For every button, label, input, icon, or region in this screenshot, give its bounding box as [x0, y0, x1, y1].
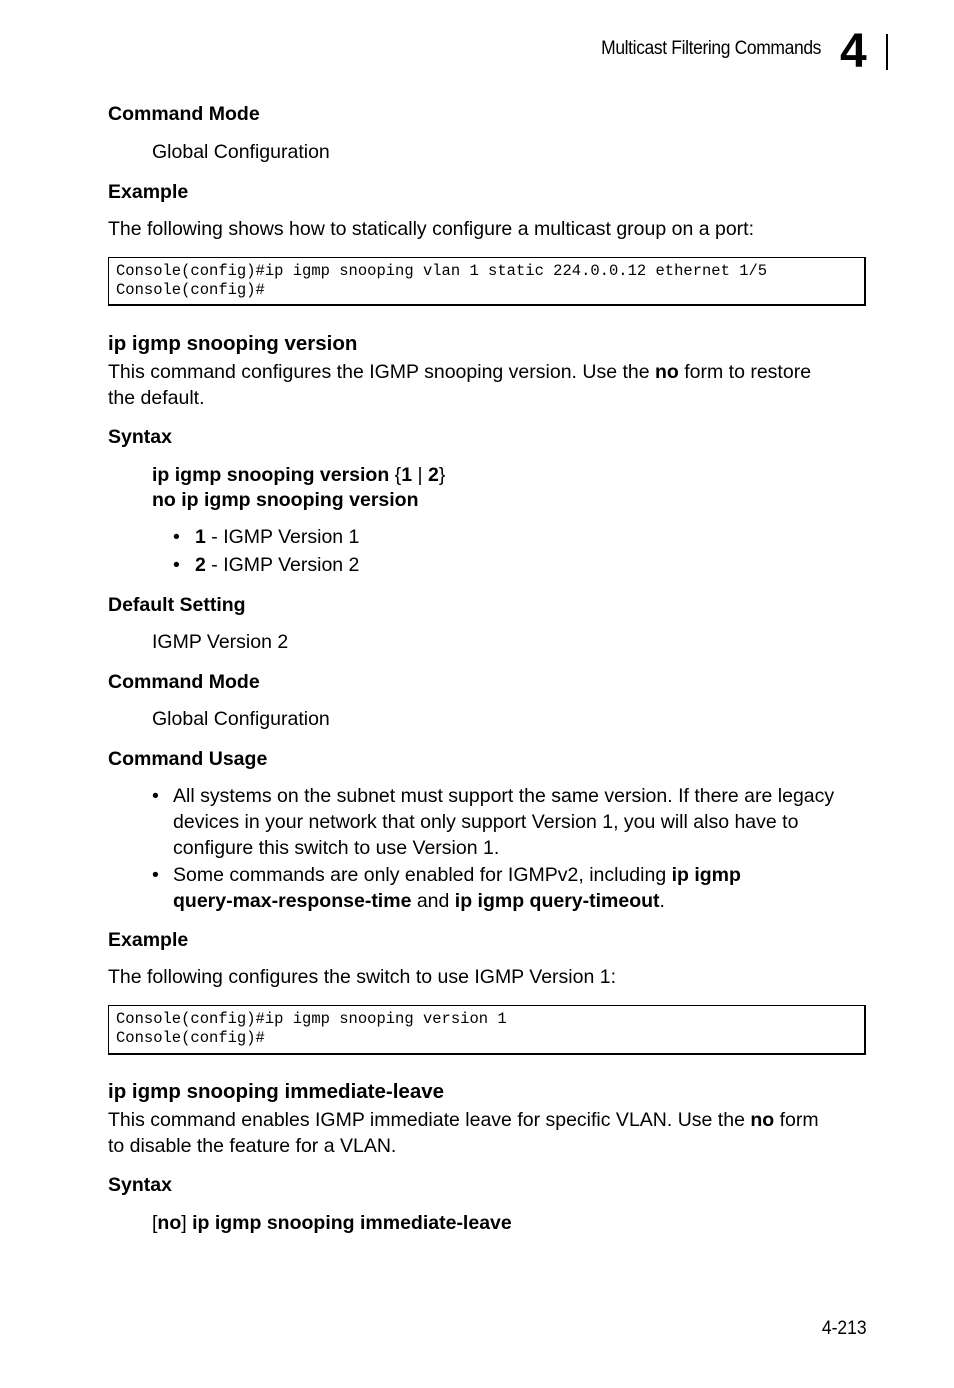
chapter-tab-divider: [886, 34, 888, 70]
usage-item-2: [152, 862, 893, 914]
usage-command: ip igmp query-timeout: [454, 890, 660, 912]
param-text: - IGMP Version 1: [205, 526, 360, 548]
usage-text: Some commands are only enabled for IGMPv2, including: [173, 864, 672, 886]
syntax-heading: Syntax: [108, 426, 172, 448]
usage-line: [173, 888, 893, 914]
syntax-line: [152, 1210, 512, 1236]
command-usage-heading: Command Usage: [108, 748, 268, 770]
syntax-brace: }: [438, 464, 446, 486]
syntax-option: 2: [427, 464, 439, 486]
usage-text: .: [659, 890, 665, 912]
syntax-line-2: no ip igmp snooping version: [152, 489, 419, 511]
bullet-icon: •: [152, 864, 159, 886]
default-setting-value: IGMP Version 2: [152, 631, 289, 653]
code-line: Console(config)#ip igmp snooping version 1: [116, 1010, 507, 1028]
example-heading: Example: [108, 929, 189, 951]
code-line: Console(config)#: [116, 281, 265, 299]
usage-line: configure this switch to use Version 1.: [173, 837, 500, 859]
param-item: [173, 552, 495, 578]
description-line-1: [108, 1107, 878, 1133]
description-line-1: [108, 359, 868, 385]
bullet-icon: •: [173, 554, 180, 576]
example-heading: Example: [108, 181, 189, 203]
usage-line: devices in your network that only support Version 1, you will also have to: [173, 811, 799, 833]
description-text: form to restore: [678, 361, 812, 383]
command-mode-heading: Command Mode: [108, 671, 260, 693]
syntax-bracket: ]: [181, 1212, 193, 1234]
usage-line: All systems on the subnet must support the same version. If there are legacy: [173, 785, 835, 807]
description-line-2: the default.: [108, 387, 205, 409]
code-block-static: [108, 257, 866, 306]
syntax-keyword-no: no: [157, 1212, 182, 1234]
syntax-command: ip igmp snooping immediate-leave: [192, 1212, 512, 1234]
usage-text: and: [411, 890, 455, 912]
param-value: 1: [195, 526, 206, 548]
command-mode-value: Global Configuration: [152, 141, 330, 163]
syntax-bracket: [: [152, 1212, 158, 1234]
default-setting-heading: Default Setting: [108, 594, 246, 616]
keyword-no: no: [655, 361, 679, 383]
command-mode-value: Global Configuration: [152, 708, 330, 730]
description-line-2: to disable the feature for a VLAN.: [108, 1135, 397, 1157]
page-number: 4-213: [822, 1318, 867, 1339]
keyword-no: no: [750, 1109, 775, 1131]
running-header: Multicast Filtering Commands: [601, 38, 821, 59]
command-title-version: ip igmp snooping version: [108, 332, 358, 355]
bullet-icon: •: [173, 526, 180, 548]
param-item: [173, 524, 495, 550]
example-text: The following configures the switch to use IGMP Version 1:: [108, 966, 616, 988]
usage-command: ip igmp: [671, 864, 741, 886]
param-text: - IGMP Version 2: [205, 554, 360, 576]
usage-item-1: [152, 783, 893, 861]
chapter-number: 4: [840, 25, 867, 78]
syntax-brace: {: [389, 464, 402, 486]
command-mode-heading: Command Mode: [108, 103, 260, 125]
usage-command: query-max-response-time: [173, 890, 412, 912]
param-value: 2: [195, 554, 206, 576]
syntax-line-1: [152, 462, 445, 488]
bullet-icon: •: [152, 785, 159, 807]
command-description-immediate-leave: [108, 1107, 878, 1159]
description-text: This command configures the IGMP snooping version. Use the: [108, 361, 655, 383]
code-block-version: [108, 1005, 866, 1055]
usage-line: [173, 862, 893, 888]
syntax-pipe: |: [412, 464, 428, 486]
syntax-command: ip igmp snooping version: [152, 464, 390, 486]
description-text: form: [774, 1109, 819, 1131]
example-text: The following shows how to statically configure a multicast group on a port:: [108, 218, 754, 240]
command-description-version: [108, 359, 868, 411]
description-text: This command enables IGMP immediate leave for specific VLAN. Use the: [108, 1109, 751, 1131]
code-line: Console(config)#ip igmp snooping vlan 1 static 224.0.0.12 ethernet 1/5: [116, 262, 768, 280]
syntax-option: 1: [401, 464, 413, 486]
syntax-heading: Syntax: [108, 1174, 172, 1196]
code-line: Console(config)#: [116, 1029, 265, 1047]
command-title-immediate-leave: ip igmp snooping immediate-leave: [108, 1080, 445, 1103]
